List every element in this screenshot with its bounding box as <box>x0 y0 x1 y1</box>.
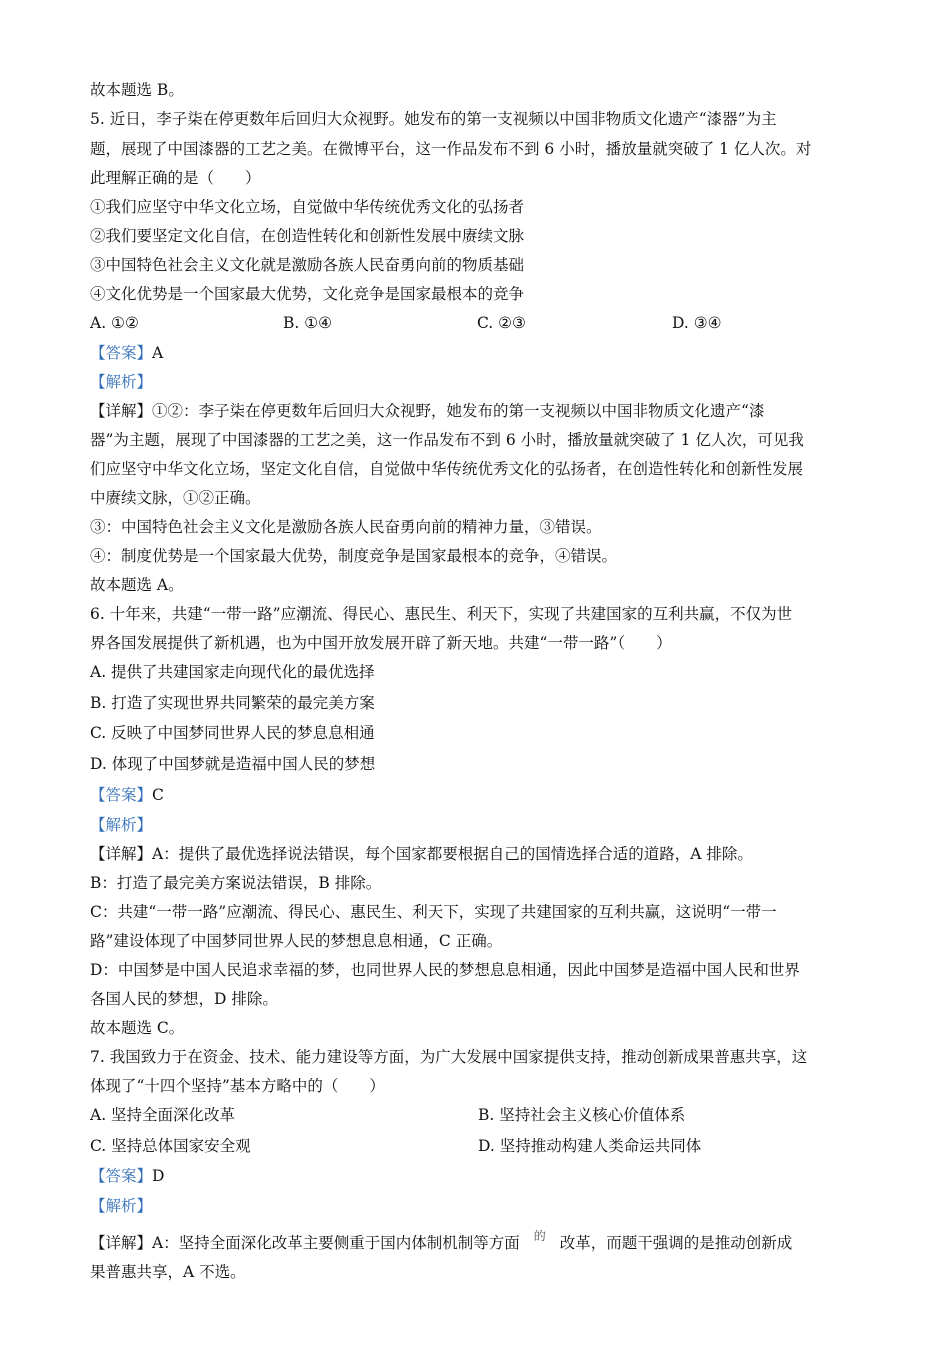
q5-conclusion: 故本题选 A。 <box>90 576 184 594</box>
answer-value: D <box>152 1167 165 1185</box>
q5-stem-line: 5. 近日，李子柒在停更数年后回归大众视野。她发布的第一支视频以中国非物质文化遗产“漆器”为主 <box>90 110 777 128</box>
q5-option-b: B. ①④ <box>283 314 333 332</box>
q5-statement: ④文化优势是一个国家最大优势，文化竞争是国家最根本的竞争 <box>90 285 525 303</box>
q7-option-c: C. 坚持总体国家安全观 <box>90 1137 251 1155</box>
detail-tag: 【详解】 <box>90 845 153 863</box>
q7-detail-line: 果普惠共享，A 不选。 <box>90 1263 246 1281</box>
q7-option-d: D. 坚持推动构建人类命运共同体 <box>478 1137 702 1155</box>
q5-detail-line: 中赓续文脉，①②正确。 <box>90 489 261 507</box>
q7-option-a: A. 坚持全面深化改革 <box>90 1106 236 1124</box>
q6-stem-line: 界各国发展提供了新机遇，也为中国开放发展开辟了新天地。共建“一带一路”（ ） <box>90 634 672 652</box>
detail-tag: 【详解】 <box>90 402 153 420</box>
detail-text: A：坚持全面深化改革主要侧重于国内体制机制等方面 <box>152 1234 520 1252</box>
detail-text: A：提供了最优选择说法错误，每个国家都要根据自己的国情选择合适的道路，A 排除。 <box>152 845 753 863</box>
q6-detail-line: D：中国梦是中国人民追求幸福的梦，也同世界人民的梦想息息相通，因此中国梦是造福中国人民和世界 <box>90 961 800 979</box>
q7-answer <box>90 1165 164 1187</box>
detail-text: ①②：李子柒在停更数年后回归大众视野，她发布的第一支视频以中国非物质文化遗产“漆 <box>152 402 765 420</box>
answer-tag: 【答案】 <box>90 786 153 804</box>
detail-tag: 【详解】 <box>90 1234 153 1252</box>
q6-analysis-tag: 【解析】 <box>90 816 153 834</box>
answer-tag: 【答案】 <box>90 344 153 362</box>
q6-detail-line: 路”建设体现了中国梦同世界人民的梦想息息相通，C 正确。 <box>90 932 503 950</box>
q5-detail-line <box>90 400 764 422</box>
q6-option-a: A. 提供了共建国家走向现代化的最优选择 <box>90 663 375 681</box>
q5-option-a: A. ①② <box>90 314 139 332</box>
q5-statement: ②我们要坚定文化自信，在创造性转化和创新性发展中赓续文脉 <box>90 227 525 245</box>
q5-stem-line: 题，展现了中国漆器的工艺之美。在微博平台，这一作品发布不到 6 小时，播放量就突破了 1 亿人次。对 <box>90 140 812 158</box>
q5-detail-line: ④：制度优势是一个国家最大优势，制度竞争是国家最根本的竞争，④错误。 <box>90 547 618 565</box>
q5-analysis-tag: 【解析】 <box>90 373 153 391</box>
q6-conclusion: 故本题选 C。 <box>90 1019 185 1037</box>
detail-text: 改革，而题干强调的是推动创新成 <box>559 1234 793 1252</box>
q5-detail-line: 们应坚守中华文化立场，坚定文化自信，自觉做中华传统优秀文化的弘扬者，在创造性转化和创新性发展 <box>90 460 804 478</box>
q7-option-b: B. 坚持社会主义核心价值体系 <box>478 1106 686 1124</box>
q5-detail-line: ③：中国特色社会主义文化是激励各族人民奋勇向前的精神力量，③错误。 <box>90 518 602 536</box>
q6-stem-line: 6. 十年来，共建“一带一路”应潮流、得民心、惠民生、利天下，实现了共建国家的互利共赢，不仅为世 <box>90 605 793 623</box>
answer-value: C <box>152 786 164 804</box>
detail-char: 的 <box>533 1229 546 1243</box>
q5-stem-line: 此理解正确的是（ ） <box>90 169 261 187</box>
prev-conclusion: 故本题选 B。 <box>90 81 184 99</box>
q5-option-d: D. ③④ <box>672 314 722 332</box>
q6-detail-line: C：共建“一带一路”应潮流、得民心、惠民生、利天下，实现了共建国家的互利共赢，这说明“一带一 <box>90 903 777 921</box>
q5-option-c: C. ②③ <box>477 314 526 332</box>
answer-value: A <box>152 344 164 362</box>
q6-answer <box>90 784 164 806</box>
q5-detail-line: 器”为主题，展现了中国漆器的工艺之美，这一作品发布不到 6 小时，播放量就突破了 1 亿人次，可见我 <box>90 431 804 449</box>
answer-tag: 【答案】 <box>90 1167 153 1185</box>
q7-stem-line: 体现了“十四个坚持”基本方略中的（ ） <box>90 1077 385 1095</box>
q7-analysis-tag: 【解析】 <box>90 1197 153 1215</box>
q6-detail-line: B：打造了最完美方案说法错误，B 排除。 <box>90 874 382 892</box>
q5-statement: ③中国特色社会主义文化就是激励各族人民奋勇向前的物质基础 <box>90 256 525 274</box>
q5-statement: ①我们应坚守中华文化立场，自觉做中华传统优秀文化的弘扬者 <box>90 198 525 216</box>
q6-option-b: B. 打造了实现世界共同繁荣的最完美方案 <box>90 694 375 712</box>
q6-option-c: C. 反映了中国梦同世界人民的梦息息相通 <box>90 724 375 742</box>
q5-answer <box>90 342 163 364</box>
q7-stem-line: 7. 我国致力于在资金、技术、能力建设等方面，为广大发展中国家提供支持，推动创新成果普惠共享，这 <box>90 1048 808 1066</box>
q6-option-d: D. 体现了中国梦就是造福中国人民的梦想 <box>90 755 376 773</box>
q7-detail-line <box>90 1229 793 1255</box>
q6-detail-line <box>90 843 753 865</box>
q6-detail-line: 各国人民的梦想，D 排除。 <box>90 990 278 1008</box>
